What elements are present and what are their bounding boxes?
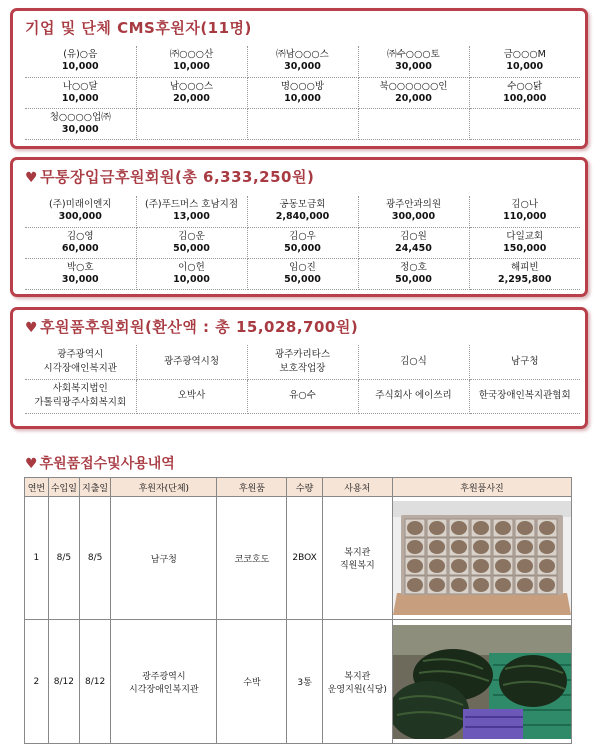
- donor-amount: 150,000: [503, 242, 547, 254]
- usage-header-row: [25, 478, 572, 497]
- donor-name: 정○호: [400, 261, 427, 273]
- goods-donor-cell: 김○식: [358, 345, 469, 379]
- goods-donor-cell: 오박사: [136, 379, 247, 413]
- walnut-cake-box-photo: [393, 501, 571, 615]
- donor-cell: [136, 46, 247, 77]
- row-item: 수박: [217, 620, 287, 744]
- col-no: 연번: [25, 478, 49, 497]
- table-row: [25, 345, 580, 379]
- donor-amount: 30,000: [61, 123, 99, 135]
- table-row: [25, 46, 580, 77]
- donor-amount: 50,000: [284, 273, 321, 285]
- donor-name: 북○○○○○○인: [379, 80, 448, 92]
- row-item: 코코호도: [217, 497, 287, 620]
- donor-amount: 2,295,800: [498, 273, 552, 285]
- table-row: [25, 379, 580, 413]
- goods-donor-cell: 광주광역시 시각장애인복지관: [25, 345, 136, 379]
- donor-amount: 10,000: [173, 273, 210, 285]
- donor-name: 김○나: [511, 199, 539, 211]
- row-use: 복지관 직원복지: [322, 497, 392, 620]
- donor-name: 김○영: [66, 230, 94, 242]
- donor-amount: 10,000: [173, 61, 210, 73]
- col-qty: 수량: [287, 478, 322, 497]
- donor-cell: [136, 77, 247, 108]
- donor-amount: 10,000: [61, 61, 99, 73]
- row-recv: 8/5: [48, 497, 79, 620]
- row-donor: 남구청: [111, 497, 217, 620]
- donor-cell: [25, 196, 136, 227]
- donor-amount: 10,000: [506, 61, 544, 73]
- usage-table: [24, 477, 572, 744]
- donor-cell: [358, 108, 469, 139]
- donor-cell: [469, 227, 580, 258]
- row-out: 8/5: [80, 497, 111, 620]
- donor-cell: [136, 108, 247, 139]
- table-row: [25, 258, 580, 289]
- donor-amount: 30,000: [395, 61, 432, 73]
- donor-name: 김○우: [289, 230, 316, 242]
- donor-amount: 30,000: [284, 61, 321, 73]
- heart-icon: ♥: [25, 170, 39, 186]
- goods-donor-cell: 한국장애인복지관협회: [469, 379, 580, 413]
- donor-amount: 300,000: [58, 211, 102, 223]
- donor-amount: 10,000: [61, 92, 99, 104]
- donor-cell: [358, 77, 469, 108]
- donor-cell: [136, 227, 247, 258]
- donor-name: 나○○달: [62, 80, 98, 92]
- row-recv: 8/12: [48, 620, 79, 744]
- goods-donor-cell: 남구청: [469, 345, 580, 379]
- donor-name: 수○○닭: [507, 80, 543, 92]
- row-donor: 광주광역시 시각장애인복지관: [111, 620, 217, 744]
- donor-cell: [358, 258, 469, 289]
- goods-title: ♥ 후원품후원회원(환산액 : 총 15,028,700원): [25, 318, 359, 336]
- nobank-donors-panel: [10, 157, 588, 297]
- row-qty: 2BOX: [287, 497, 322, 620]
- col-out: 지출일: [80, 478, 111, 497]
- donor-amount: 30,000: [61, 273, 99, 285]
- donor-cell: [469, 258, 580, 289]
- goods-donor-cell: 광주광역시청: [136, 345, 247, 379]
- donor-cell: [25, 46, 136, 77]
- donor-cell: [469, 77, 580, 108]
- row-photo: [393, 497, 572, 620]
- donor-amount: 13,000: [173, 211, 210, 223]
- donor-name: 다일교회: [506, 230, 544, 242]
- goods-donor-cell: 사회복지법인 가톨릭광주사회복지회: [25, 379, 136, 413]
- donor-cell: [247, 258, 358, 289]
- donor-cell: [247, 227, 358, 258]
- donor-cell: [25, 227, 136, 258]
- donor-name: 명○○○방: [280, 80, 325, 92]
- table-row: [25, 108, 580, 139]
- heart-icon: ♥: [25, 456, 38, 472]
- donor-cell: [469, 46, 580, 77]
- donor-name: 김○운: [178, 230, 205, 242]
- row-qty: 3통: [287, 620, 322, 744]
- donor-name: 청○○○○업㈜: [49, 111, 111, 123]
- donor-name: 박○호: [66, 261, 94, 273]
- col-photo: 후원품사진: [393, 478, 572, 497]
- donor-amount: 50,000: [173, 242, 210, 254]
- donor-cell: [358, 46, 469, 77]
- donor-amount: 20,000: [395, 92, 432, 104]
- donor-amount: 20,000: [173, 92, 210, 104]
- donor-amount: 50,000: [395, 273, 432, 285]
- donor-cell: [469, 108, 580, 139]
- goods-donors-panel: [10, 307, 588, 429]
- cms-donors-panel: [10, 8, 588, 149]
- heart-icon: ♥: [25, 320, 39, 336]
- donor-name: 광주안과의원: [385, 199, 442, 211]
- donor-name: ㈜수○○○토: [387, 49, 440, 61]
- col-item: 후원품: [217, 478, 287, 497]
- donor-amount: 50,000: [284, 242, 321, 254]
- col-use: 사용처: [322, 478, 392, 497]
- donor-amount: 100,000: [503, 92, 547, 104]
- donor-cell: [247, 46, 358, 77]
- donor-cell: [25, 108, 136, 139]
- table-row: [25, 196, 580, 227]
- watermelons-photo: [393, 625, 571, 739]
- donor-cell: [136, 258, 247, 289]
- goods-donor-cell: 주식회사 에이쓰리: [358, 379, 469, 413]
- donor-name: 해피빈: [510, 261, 539, 273]
- col-recv: 수입일: [48, 478, 79, 497]
- donor-cell: [136, 196, 247, 227]
- donor-cell: [247, 196, 358, 227]
- row-no: 2: [25, 620, 49, 744]
- donor-name: 금○○○M: [503, 49, 546, 61]
- nobank-title: ♥ 무통장입금후원회원(총 6,333,250원): [25, 168, 315, 186]
- donor-amount: 10,000: [284, 92, 321, 104]
- row-use: 복지관 운영지원(식당): [322, 620, 392, 744]
- table-row: [25, 77, 580, 108]
- donor-name: 남○○○스: [169, 80, 214, 92]
- donor-cell: [25, 77, 136, 108]
- donor-cell: [25, 258, 136, 289]
- col-donor: 후원자(단체): [111, 478, 217, 497]
- table-row: [25, 620, 572, 744]
- donor-name: 김○원: [400, 230, 427, 242]
- donor-name: (유)○음: [63, 49, 98, 61]
- donor-amount: 24,450: [395, 242, 432, 254]
- donor-amount: 110,000: [503, 211, 547, 223]
- table-row: [25, 497, 572, 620]
- goods-donor-cell: 광주카리타스 보호작업장: [247, 345, 358, 379]
- donor-amount: 60,000: [61, 242, 99, 254]
- donor-amount: 300,000: [391, 211, 436, 223]
- donor-name: 이○헌: [178, 261, 205, 273]
- goods-donor-cell: 유○수: [247, 379, 358, 413]
- table-row: [25, 227, 580, 258]
- donor-name: (주)푸드머스 호남지점: [144, 199, 239, 211]
- donor-name: (주)미래이엔지: [49, 199, 112, 211]
- donor-cell: [358, 196, 469, 227]
- goods-table: [25, 345, 580, 414]
- nobank-table: [25, 196, 580, 290]
- donor-amount: 2,840,000: [275, 211, 330, 223]
- row-photo: [393, 620, 572, 744]
- cms-table: [25, 46, 580, 140]
- row-no: 1: [25, 497, 49, 620]
- cms-title: 기업 및 단체 CMS후원자(11명): [25, 19, 252, 37]
- row-out: 8/12: [80, 620, 111, 744]
- usage-section-title: ♥ 후원품접수및사용내역: [25, 456, 175, 472]
- donor-cell: [247, 77, 358, 108]
- donor-cell: [469, 196, 580, 227]
- donor-cell: [247, 108, 358, 139]
- donor-name: ㈜남○○○스: [276, 49, 329, 61]
- donor-name: 공동모금회: [279, 199, 326, 211]
- donor-name: ㈜○○○산: [169, 49, 214, 61]
- donor-cell: [358, 227, 469, 258]
- donor-name: 임○진: [289, 261, 316, 273]
